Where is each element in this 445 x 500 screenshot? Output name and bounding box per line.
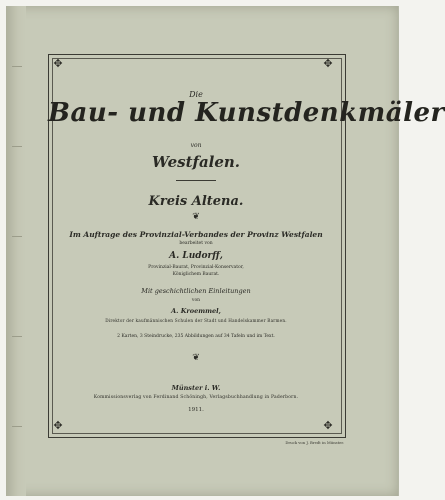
spine-wear <box>12 426 22 427</box>
title-die: Die <box>189 90 203 99</box>
main-title: Bau- und Kunstdenkmäler <box>48 98 445 128</box>
author-name: A. Ludorff, <box>169 251 223 261</box>
author-position: Königlichem Baurat. <box>172 272 220 277</box>
edited-by-label: bearbeitet von <box>179 241 213 246</box>
spine-wear <box>12 66 22 67</box>
spine-wear <box>12 146 22 147</box>
divider-rule <box>176 180 216 181</box>
intro-author-position: Direktor der kaufmännischen Schulen der Stadt und Handelskammer Barmen. <box>105 318 287 323</box>
corner-ornament-icon: ✥ <box>323 57 333 70</box>
title-von: von <box>190 142 202 149</box>
intro-author-name: A. Kroemmel, <box>171 307 221 315</box>
intro-von: von <box>191 298 201 303</box>
region-title: Westfalen. <box>151 153 241 171</box>
printer-imprint: Druck von J. Bredt in Münster. <box>285 440 344 445</box>
corner-ornament-icon: ✥ <box>323 419 333 432</box>
spine-wear <box>12 236 22 237</box>
publication-place: Münster i. W. <box>171 384 221 392</box>
spine-wear <box>12 336 22 337</box>
introductions-label: Mit geschichtlichen Einleitungen <box>141 287 251 295</box>
district-title: Kreis Altena. <box>148 194 244 209</box>
corner-ornament-icon: ✥ <box>53 419 63 432</box>
author-position: Provinzial-Baurat, Provinzial-Konservator, <box>148 265 244 270</box>
corner-ornament-icon: ✥ <box>53 57 63 70</box>
fleuron-icon: ❦ <box>192 212 200 222</box>
publication-year: 1911. <box>188 407 204 413</box>
book-spine <box>6 6 26 496</box>
illustrations-note: 2 Karten, 3 Steindrucke, 235 Abbildungen auf 34 Tafeln und im Text. <box>117 334 275 339</box>
publisher-line: Kommissionsverlag von Ferdinand Schöningh, Verlagsbuchhandlung in Paderborn. <box>93 395 299 400</box>
fleuron-icon: ❦ <box>192 353 200 363</box>
commission-line: Im Auftrage des Provinzial-Verbandes der Provinz Westfalen <box>69 230 323 239</box>
